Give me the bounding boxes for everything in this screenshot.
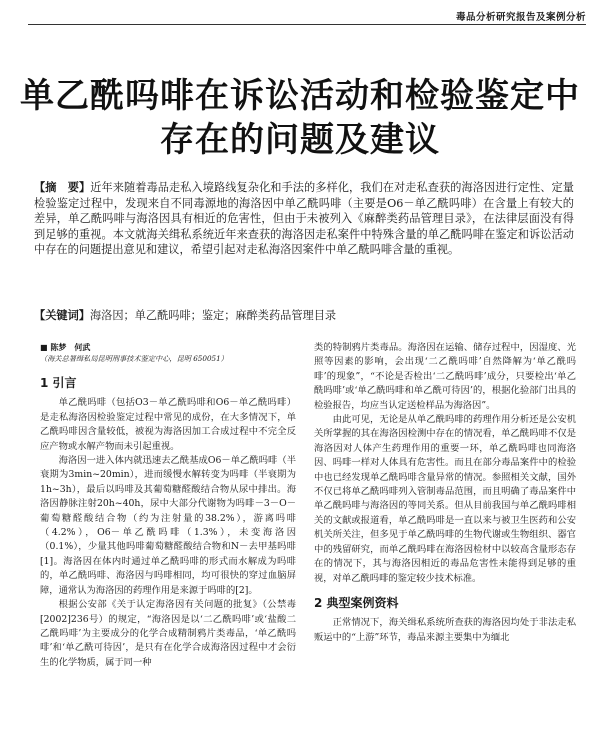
header-rule <box>28 24 586 25</box>
section-heading-cases: 2 典型案例资料 <box>314 595 399 610</box>
right-column <box>314 341 576 645</box>
author-block <box>40 342 280 364</box>
abstract-label: 【摘 要】 <box>34 180 91 194</box>
author-names: ■ 陈梦 何武 <box>40 342 91 352</box>
left-column <box>40 376 296 670</box>
abstract <box>34 180 574 258</box>
body-paragraph: 由此可见，无论是从单乙酰吗啡的药理作用分析还是公安机关所掌握的其在海洛因检测中存在的情况看，单乙酰吗啡不仅是海洛因对人体产生药理作用的重要一环，单乙酰吗啡也同海洛因、吗啡一样对人体具有危害性。而且在部分毒品案件中的检验中也已经发现单乙酰吗啡含量异常的情况。参照相关文献，国外不仅已将单乙酰吗啡列入管制毒品范围，而且明确了毒品案件中单乙酰吗啡与海洛因的等同关系。但从目前我国与单乙酰吗啡相关的文献或报道看，单乙酰吗啡是一直以来与被卫生医药和公安机关所关注，但多见于单乙酰吗啡的生物代谢或生物组织、器官中的残留研究，而单乙酰吗啡在海洛因检材中以较高含量形态存在的情况下，其与海洛因相近的毒品危害性未能得到足够的重视，对单乙酰吗啡的鉴定较少技术标准。 <box>314 414 576 584</box>
abstract-text: 近年来随着毒品走私入境路线复杂化和手法的多样化，我们在对走私查获的海洛因进行定性、定量检验鉴定过程中，发现来自不同毒源地的海洛因中单乙酰吗啡（主要是O6－单乙酰吗啡）在含量上有较大的差异，单乙酰吗啡与海洛因具有相近的危害性，但由于未被列入《麻醉类药品管理目录》，在法律层面没有得到足够的重视。本文就海关缉私系统近年来查获的海洛因走私案件中特殊含量的单乙酰吗啡在鉴定和诉讼活动中存在的问题提出意见和建议，希望引起对走私海洛因案件中单乙酰吗啡含量的重视。 <box>34 181 574 257</box>
body-paragraph: 根据公安部《关于认定海洛因有关问题的批复》（公禁毒[2002]236号）的规定，“海洛因是以‘二乙酰吗啡’或‘盐酸二乙酰吗啡’为主要成分的化学合成精制鸦片类毒品，‘单乙酰吗啡’和‘单乙酰可待因’，是只有在化学合成海洛因过程中才会衍生的化学物质，属于同一种 <box>40 599 296 668</box>
body-paragraph: 海洛因一进入体内就迅速去乙酰基成O6－单乙酰吗啡（半衰期为3min~20min），进而缓慢水解转变为吗啡（半衰期为1h~3h），最后以吗啡及其葡萄糖醛酸结合物从尿中排出。海洛因静脉注射20h~40h，尿中大部分代谢物为吗啡－3－O－葡萄糖醛酸结合物（约为注射量的38.2%），游离吗啡（4.2%），O6－单乙酰吗啡（1.3%），未变海洛因（0.1%），少量其他吗啡葡萄糖醛酸结合物和N－去甲基吗啡[1]。海洛因在体内时通过单乙酰吗啡的形式而水解成为吗啡的，单乙酰吗啡、海洛因与吗啡相同，均可很快的穿过血脑屏障，通常认为海洛因的药理作用是来源于吗啡的[2]。 <box>40 455 296 596</box>
keywords-text: 海洛因；单乙酰吗啡；鉴定；麻醉类药品管理目录 <box>89 309 337 322</box>
body-paragraph: 单乙酰吗啡（包括O3－单乙酰吗啡和O6－单乙酰吗啡）是走私海洛因检验鉴定过程中常见的成份，在大多情况下，单乙酰吗啡因含量较低，被视为海洛因加工合成过程中不完全反应产物或水解产物而未引起重视。 <box>40 397 296 452</box>
body-paragraph: 正常情况下，海关缉私系统所查获的海洛因均处于非法走私贩运中的“上游”环节，毒品来源主要集中为缅北 <box>314 617 576 643</box>
article-title-line-2: 存在的问题及建议 <box>160 120 440 160</box>
keywords-label: 【关键词】 <box>34 308 90 322</box>
section-heading-introduction: 1 引言 <box>40 376 77 390</box>
author-affiliation: （海关总署缉私局昆明刑事技术鉴定中心，昆明 650051） <box>40 354 228 363</box>
keywords <box>34 308 574 324</box>
body-paragraph: 类的特制鸦片类毒品。海洛因在运输、储存过程中，因湿度、光照等因素的影响，会出现‘二乙酰吗啡’自然降解为‘单乙酰吗啡’的现象”，“不论是否检出‘二乙酰吗啡’成分，只要检出‘单乙酰吗啡’或‘单乙酰吗啡和单乙酰可待因’的，根据化验部门出具的检验报告，均应当认定送检样品为海洛因”。 <box>314 342 576 411</box>
article-title-line-1: 单乙酰吗啡在诉讼活动和检验鉴定中 <box>20 76 580 116</box>
running-head: 毒品分析研究报告及案例分析 <box>455 12 586 23</box>
